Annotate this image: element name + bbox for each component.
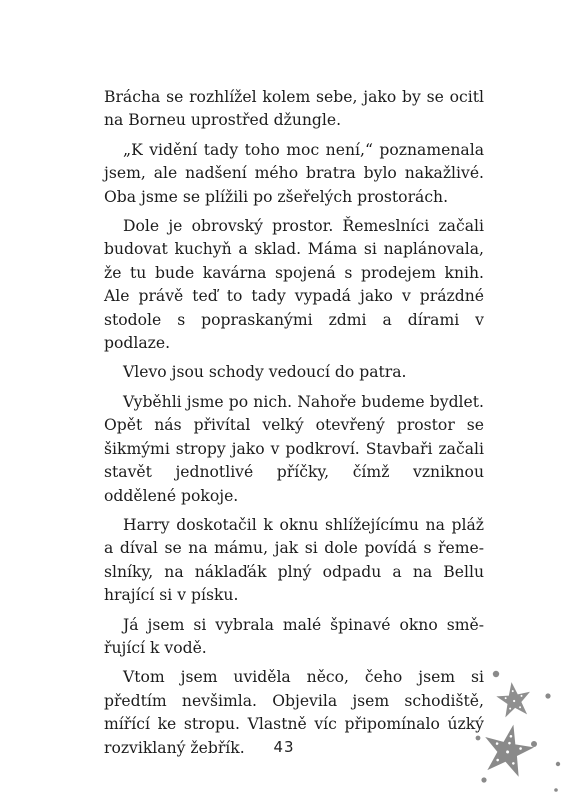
starfish-decoration-icon xyxy=(470,668,566,800)
paragraph: Vlevo jsou schody vedoucí do patra. xyxy=(123,363,407,382)
bubble-dot xyxy=(554,788,558,792)
paragraph: „K vidění tady toho moc není,“ poznamenala jsem, ale nadšení mého bratra bylo nakažlivé. Oba jsme se plížili po zšeřelých prostorách. xyxy=(104,140,484,206)
paragraph: Já jsem si vybrala malé špinavé okno směřující k vodě. xyxy=(104,615,484,657)
starfish-small-icon xyxy=(495,680,533,718)
bubble-dot xyxy=(531,741,537,747)
paragraph: Harry doskotačil k oknu shlížejícímu na pláž a díval se na mámu, jak si dole povídá s řemeslníky, na náklaďák plný odpadu a na Bellu hrající si v písku. xyxy=(104,515,484,605)
page-number: 43 xyxy=(273,738,295,756)
starfish-large-icon xyxy=(479,719,538,778)
page-body-text xyxy=(104,86,484,766)
bubble-dot xyxy=(476,736,481,741)
bubble-dot xyxy=(493,671,499,677)
paragraph: Brácha se rozhlížel kolem sebe, jako by se ocitl na Borneu uprostřed džungle. xyxy=(104,88,484,130)
paragraph: Dole je obrovský prostor. Řemeslníci začali budovat kuchyň a sklad. Máma si naplánovala, že tu bude kavárna spojená s prodejem knih. Ale právě teď to tady vypadá jako v prázdné stodole s popraskanými zdmi a dírami v podlaze. xyxy=(104,217,484,353)
paragraph: Vtom jsem uviděla něco, čeho jsem si předtím nevšimla. Objevila jsem schodiště, mířící ke stropu. Vlastně víc připomínalo úzký rozviklaný žebřík. xyxy=(104,668,484,757)
paragraph: Vyběhli jsme po nich. Nahoře budeme bydlet. Opět nás přivítal velký otevřený prostor se šikmými stropy jako v podkroví. Stavbaři začali stavět jednotlivé příčky, čímž vzniknou oddělené pokoje. xyxy=(104,392,484,505)
bubble-dot xyxy=(545,693,550,698)
bubble-dot xyxy=(556,762,560,766)
bubble-dot xyxy=(481,777,486,782)
